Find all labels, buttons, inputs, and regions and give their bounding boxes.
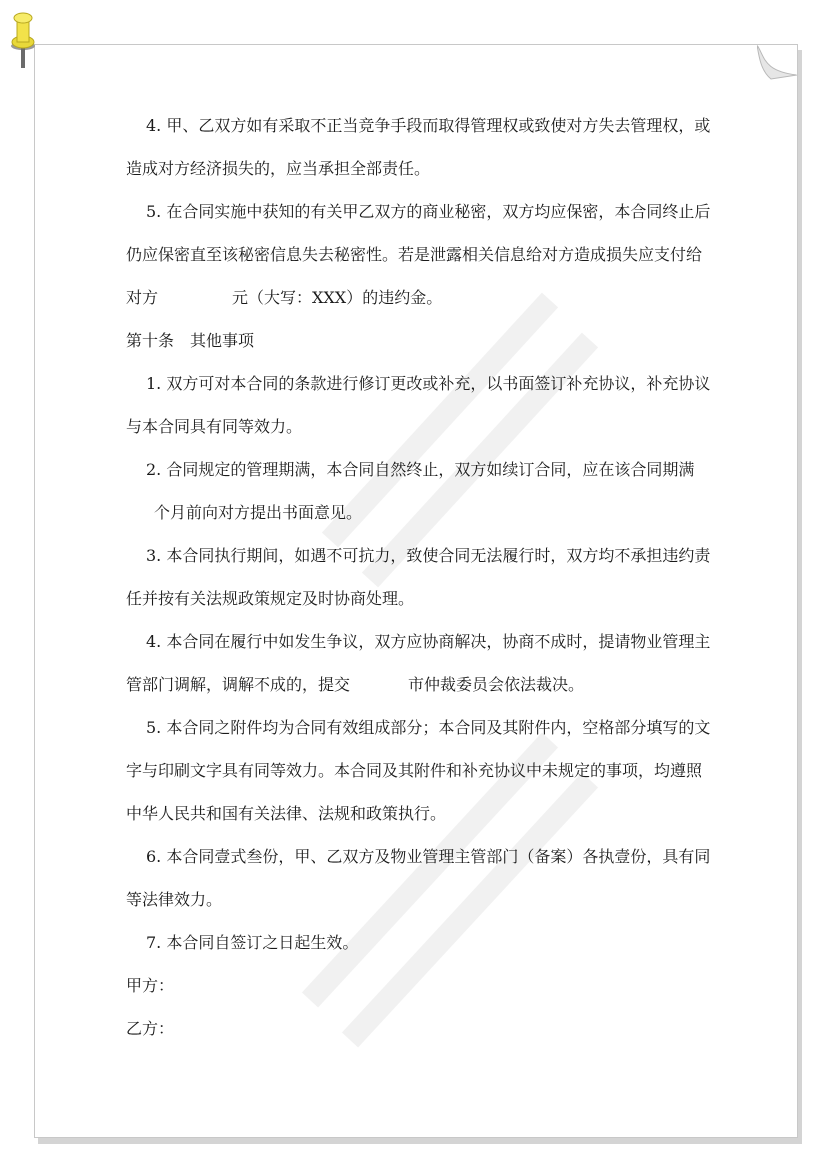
contract-text	[126, 104, 716, 1050]
clause-paragraph: 4. 甲、乙双方如有采取不正当竞争手段而取得管理权或致使对方失去管理权，或造成对方经济损失的，应当承担全部责任。	[126, 116, 711, 178]
clause-paragraph: 2. 合同规定的管理期满，本合同自然终止，双方如续订合同，应在该合同期满个月前向对方提出书面意见。	[146, 460, 695, 522]
clause-paragraph: 4. 本合同在履行中如发生争议，双方应协商解决，协商不成时，提请物业管理主管部门调解，调解不成的，提交 市仲裁委员会依法裁决。	[126, 632, 711, 694]
clause-paragraph: 5. 在合同实施中获知的有关甲乙双方的商业秘密，双方均应保密，本合同终止后仍应保密直至该秘密信息失去秘密性。若是泄露相关信息给对方造成损失应支付给对方 元（大写：XXX）的违约金。	[126, 202, 711, 307]
page-curl-icon	[757, 45, 797, 81]
signature-party-b: 乙方：	[126, 1019, 175, 1038]
clause-paragraph: 5. 本合同之附件均为合同有效组成部分；本合同及其附件内，空格部分填写的文字与印刷文字具有同等效力。本合同及其附件和补充协议中未规定的事项，均遵照中华人民共和国有关法律、法规和政策执行。	[126, 718, 711, 823]
section-heading: 第十条 其他事项	[126, 331, 255, 350]
clause-paragraph: 7. 本合同自签订之日起生效。	[146, 933, 359, 952]
clause-paragraph: 3. 本合同执行期间，如遇不可抗力，致使合同无法履行时，双方均不承担违约责任并按有关法规政策规定及时协商处理。	[126, 546, 711, 608]
clause-paragraph: 6. 本合同壹式叁份，甲、乙双方及物业管理主管部门（备案）各执壹份，具有同等法律效力。	[126, 847, 711, 909]
signature-party-a: 甲方：	[126, 976, 175, 995]
pushpin-icon	[8, 0, 38, 72]
clause-paragraph: 1. 双方可对本合同的条款进行修订更改或补充，以书面签订补充协议，补充协议与本合同具有同等效力。	[126, 374, 711, 436]
